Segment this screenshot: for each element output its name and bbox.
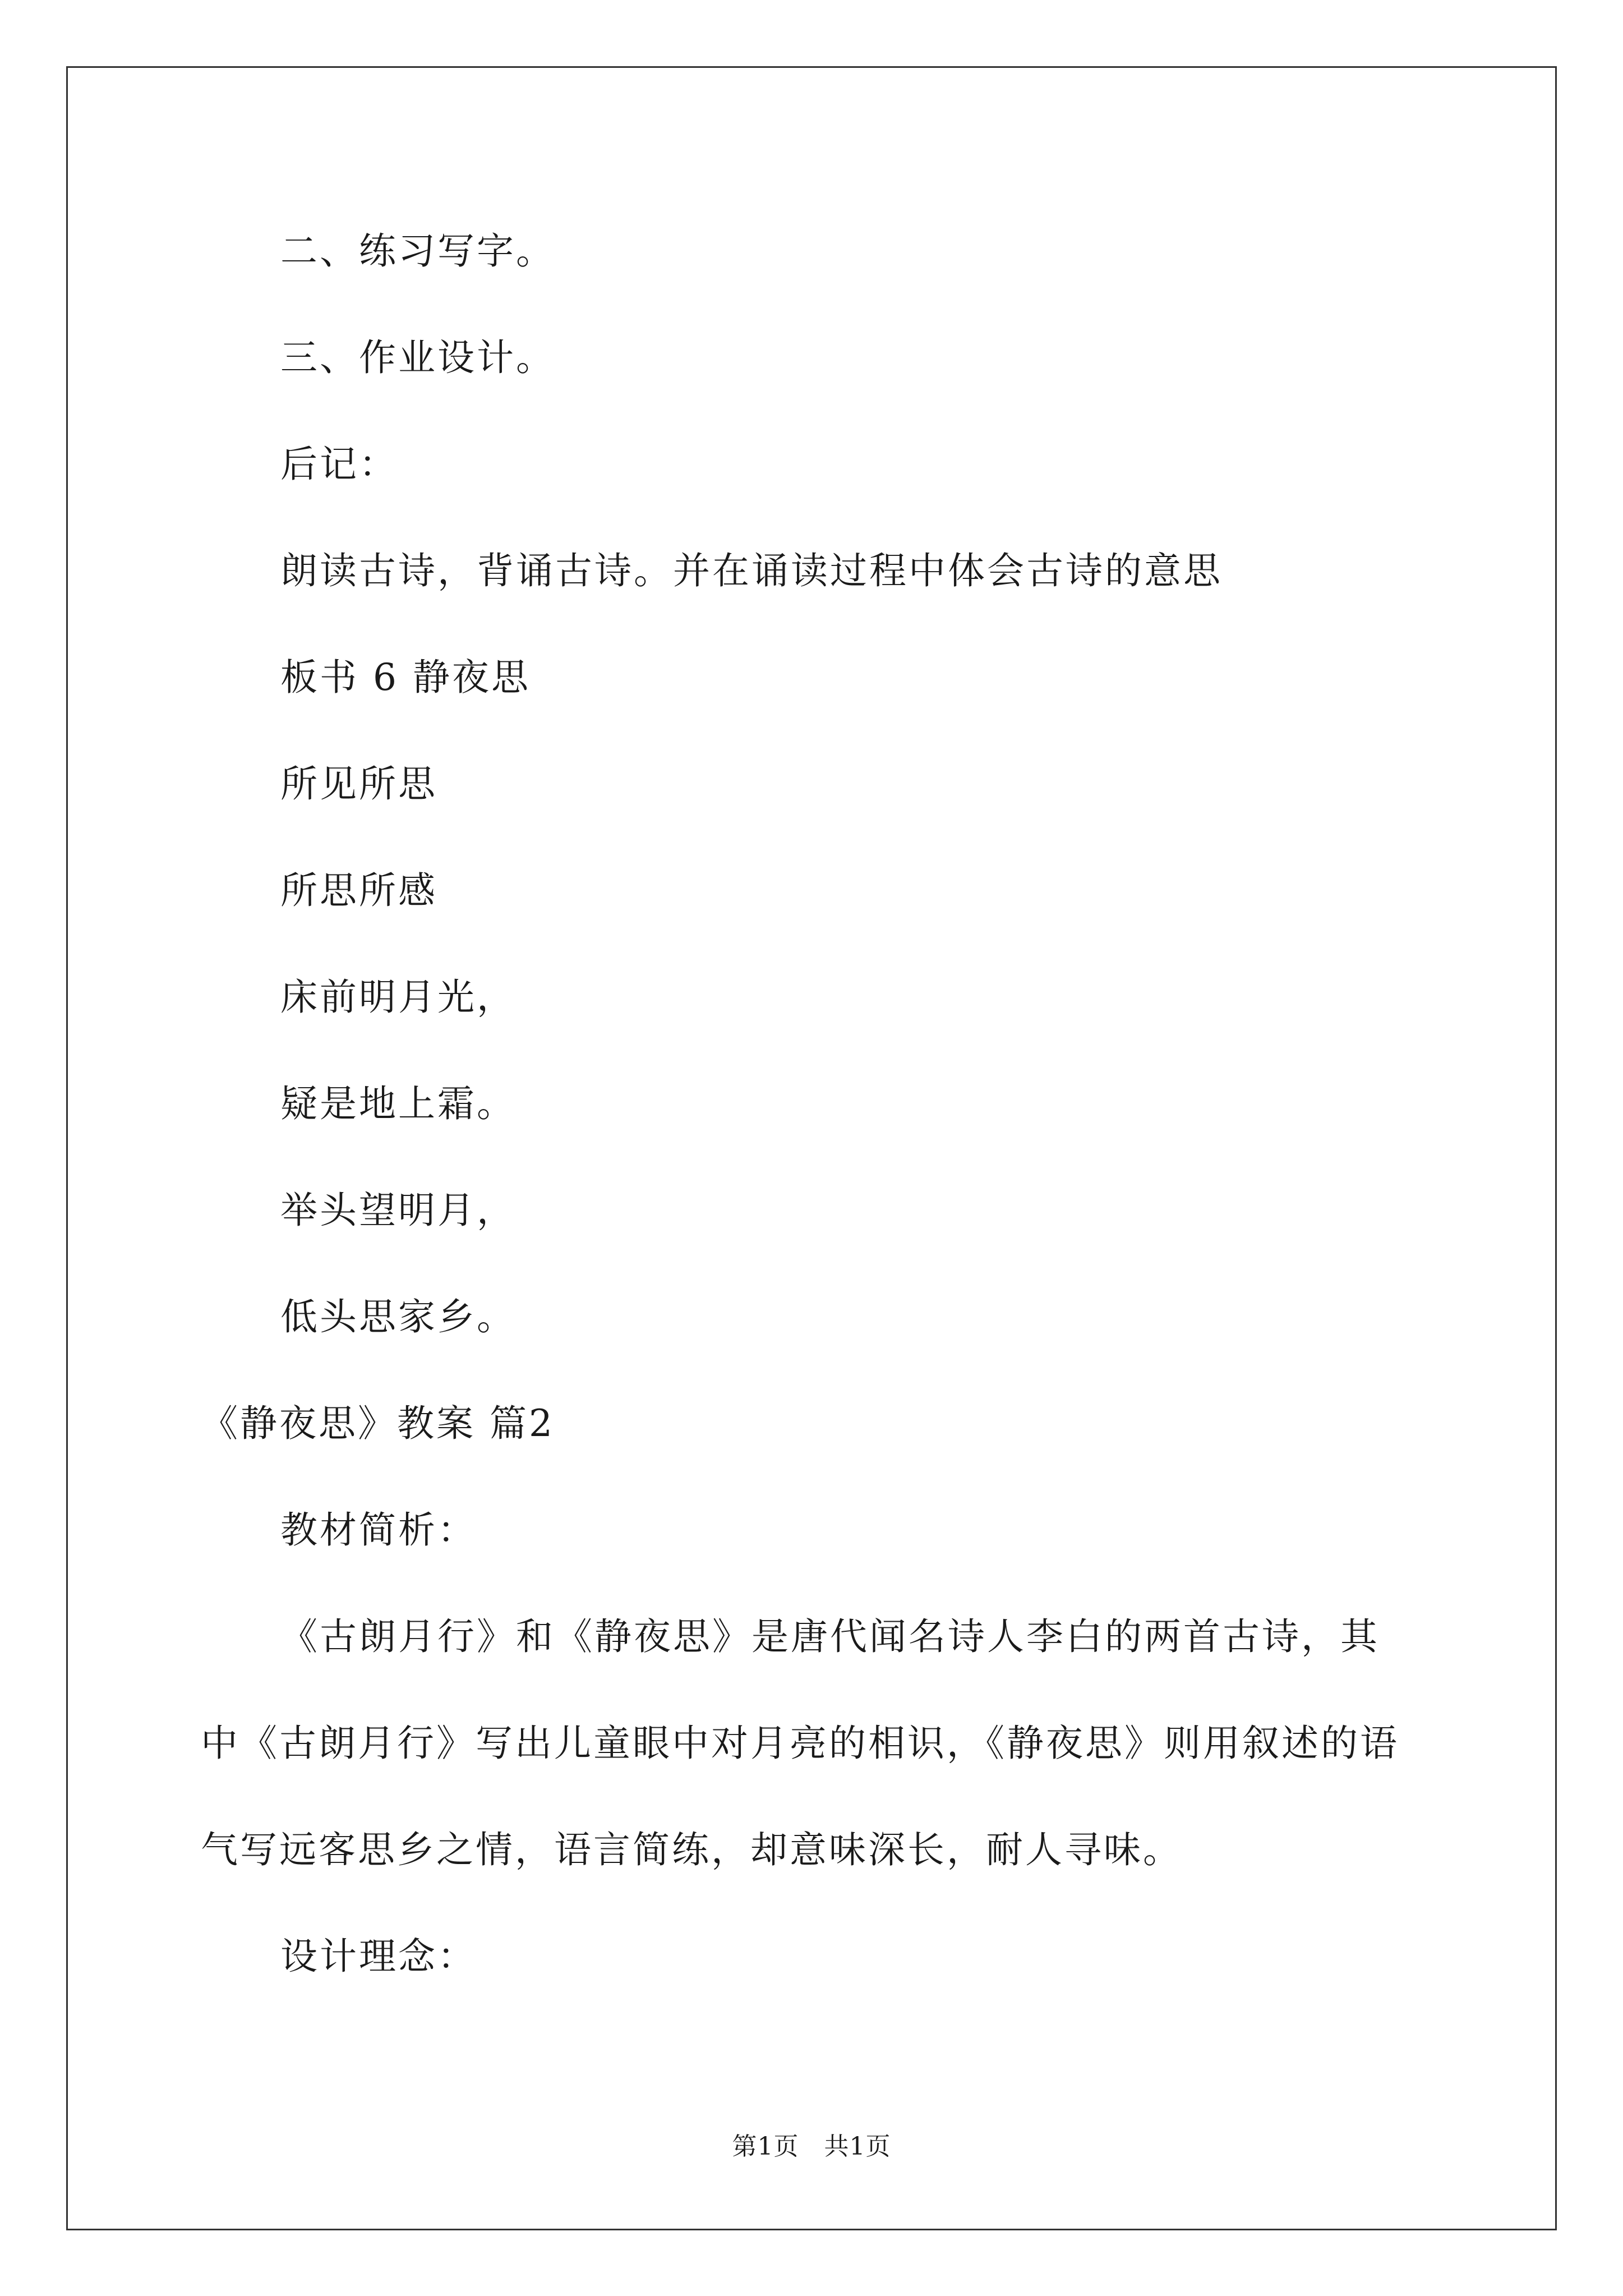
text-line: 朗读古诗，背诵古诗。并在诵读过程中体会古诗的意思 bbox=[280, 549, 1223, 592]
text-line: 设计理念： bbox=[280, 1935, 477, 1978]
text-line: 三、作业设计。 bbox=[280, 336, 555, 379]
page-footer: 第1页 共1页 bbox=[732, 2132, 891, 2161]
text-line: 《古朗月行》和《静夜思》是唐代闻名诗人李白的两首古诗，其 bbox=[280, 1615, 1380, 1658]
text-line: 板书 6 静夜思 bbox=[280, 656, 531, 699]
poem-line: 低头思家乡。 bbox=[280, 1295, 516, 1338]
text-line: 所思所感 bbox=[280, 869, 437, 912]
text-line: 二、练习写字。 bbox=[280, 229, 555, 273]
poem-line: 举头望明月， bbox=[280, 1189, 516, 1232]
text-line: 后记： bbox=[280, 443, 398, 486]
poem-line: 床前明月光， bbox=[280, 976, 516, 1019]
text-line: 所见所思 bbox=[280, 762, 437, 806]
text-line: 气写远客思乡之情，语言简练，却意味深长，耐人寻味。 bbox=[201, 1828, 1182, 1871]
section-heading: 《静夜思》教案 篇2 bbox=[201, 1402, 555, 1445]
text-line: 中《古朗月行》写出儿童眼中对月亮的相识，《静夜思》则用叙述的语 bbox=[201, 1722, 1399, 1765]
page-border bbox=[66, 66, 1557, 2230]
poem-line: 疑是地上霜。 bbox=[280, 1082, 516, 1125]
text-line: 教材简析： bbox=[280, 1508, 477, 1552]
